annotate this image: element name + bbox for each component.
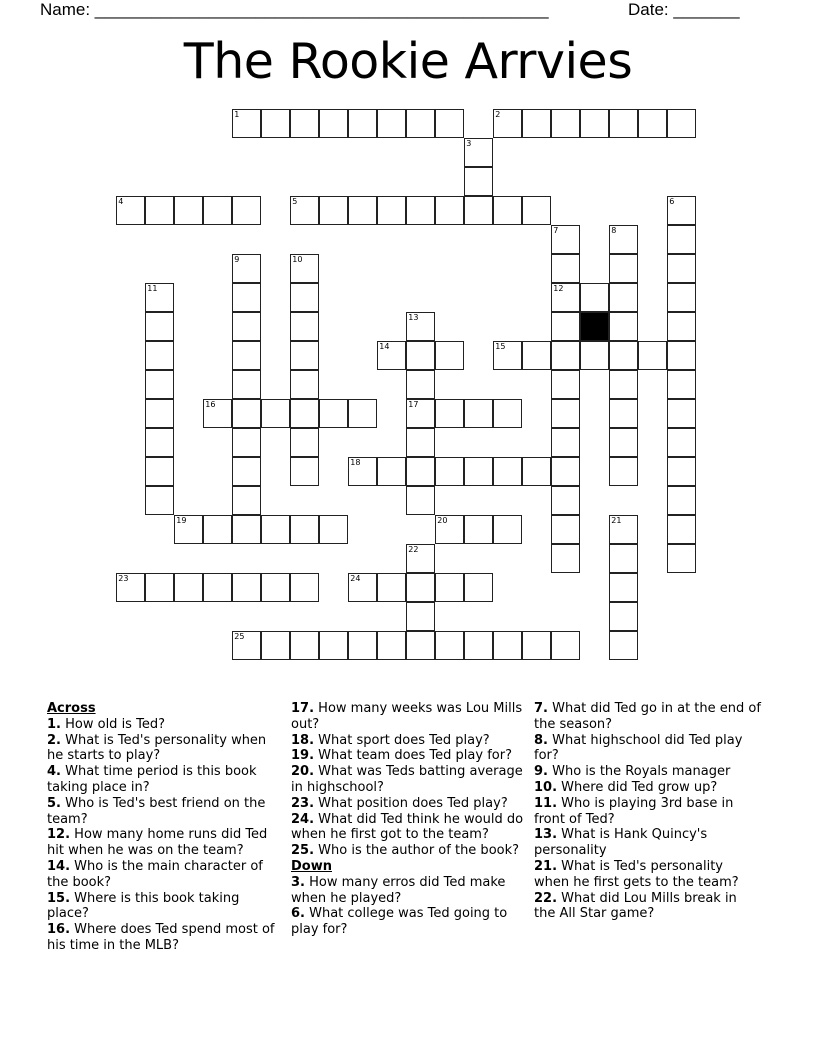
clue-item-text: What sport does Ted play? bbox=[318, 732, 490, 748]
clue-item-number: 10. bbox=[534, 779, 558, 795]
crossword-cell[interactable] bbox=[667, 399, 696, 428]
crossword-cell[interactable] bbox=[435, 457, 464, 486]
clue-item bbox=[534, 701, 762, 733]
crossword-cell[interactable] bbox=[638, 341, 667, 370]
crossword-cell[interactable] bbox=[609, 312, 638, 341]
crossword-cell[interactable] bbox=[319, 399, 348, 428]
clue-item-number: 6. bbox=[291, 906, 305, 922]
crossword-cell[interactable] bbox=[464, 515, 493, 544]
crossword-cell[interactable] bbox=[290, 573, 319, 602]
clue-item bbox=[534, 780, 762, 796]
crossword-cell[interactable] bbox=[377, 109, 406, 138]
crossword-cell[interactable] bbox=[609, 225, 638, 254]
crossword-cell[interactable] bbox=[406, 573, 435, 602]
crossword-cell[interactable] bbox=[232, 341, 261, 370]
crossword-cell[interactable] bbox=[319, 109, 348, 138]
crossword-cell[interactable] bbox=[406, 370, 435, 399]
crossword-cell[interactable] bbox=[493, 457, 522, 486]
clue-column-2 bbox=[291, 701, 529, 938]
crossword-cell[interactable] bbox=[435, 515, 464, 544]
crossword-cell[interactable] bbox=[261, 573, 290, 602]
crossword-cell[interactable] bbox=[464, 167, 493, 196]
page-title: The Rookie Arrvies bbox=[183, 33, 633, 90]
crossword-cell[interactable] bbox=[609, 515, 638, 544]
crossword-cell[interactable] bbox=[435, 399, 464, 428]
clue-item-text: Who is Ted's best friend on the team? bbox=[47, 795, 266, 827]
clue-number: 19 bbox=[176, 516, 187, 526]
clue-item-number: 20. bbox=[291, 764, 315, 780]
crossword-cell[interactable] bbox=[145, 196, 174, 225]
crossword-cell[interactable] bbox=[609, 428, 638, 457]
crossword-cell[interactable] bbox=[406, 341, 435, 370]
crossword-cell[interactable] bbox=[609, 283, 638, 312]
crossword-cell[interactable] bbox=[551, 254, 580, 283]
crossword-cell[interactable] bbox=[435, 341, 464, 370]
crossword-cell[interactable] bbox=[667, 486, 696, 515]
crossword-cell[interactable] bbox=[580, 109, 609, 138]
crossword-cell[interactable] bbox=[232, 631, 261, 660]
clue-number: 22 bbox=[408, 545, 419, 555]
clue-item-text: Who is the Royals manager bbox=[552, 764, 731, 780]
clue-number: 2 bbox=[495, 110, 501, 120]
crossword-cell[interactable] bbox=[406, 196, 435, 225]
clue-item-text: What is Hank Quincy's personality bbox=[534, 827, 708, 859]
crossword-cell[interactable] bbox=[377, 341, 406, 370]
clue-item-number: 21. bbox=[534, 858, 558, 874]
crossword-cell[interactable] bbox=[348, 399, 377, 428]
crossword-cell[interactable] bbox=[551, 109, 580, 138]
crossword-cell[interactable] bbox=[319, 515, 348, 544]
clue-number: 8 bbox=[611, 226, 617, 236]
crossword-cell[interactable] bbox=[667, 428, 696, 457]
crossword-cell[interactable] bbox=[203, 515, 232, 544]
clue-item-text: What highschool did Ted play for? bbox=[534, 732, 743, 764]
clue-item bbox=[291, 906, 529, 938]
down-heading: Down bbox=[291, 858, 332, 874]
crossword-cell[interactable] bbox=[667, 515, 696, 544]
clue-item-text: Where does Ted spend most of his time in the MLB? bbox=[47, 922, 275, 953]
crossword-cell[interactable] bbox=[174, 573, 203, 602]
crossword-cell[interactable] bbox=[232, 486, 261, 515]
clue-item-text: What is Ted's personality when he first gets to the team? bbox=[534, 858, 739, 890]
clue-item-text: Who is the main character of the book? bbox=[47, 858, 263, 890]
crossword-cell[interactable] bbox=[145, 370, 174, 399]
clue-item bbox=[47, 764, 279, 796]
clue-item bbox=[534, 733, 762, 765]
crossword-cell[interactable] bbox=[232, 109, 261, 138]
clue-item-number: 13. bbox=[534, 827, 558, 843]
clue-item-text: How many erros did Ted make when he played? bbox=[291, 874, 506, 906]
clue-item bbox=[291, 748, 529, 764]
crossword-cell[interactable] bbox=[232, 196, 261, 225]
crossword-cell[interactable] bbox=[464, 631, 493, 660]
clue-item-number: 9. bbox=[534, 764, 548, 780]
crossword-cell[interactable] bbox=[551, 370, 580, 399]
crossword-cell[interactable] bbox=[551, 428, 580, 457]
crossword-cell[interactable] bbox=[145, 573, 174, 602]
crossword-cell[interactable] bbox=[174, 515, 203, 544]
crossword-cell[interactable] bbox=[667, 196, 696, 225]
clue-item bbox=[47, 891, 279, 923]
crossword-cell[interactable] bbox=[580, 283, 609, 312]
crossword-cell[interactable] bbox=[145, 283, 174, 312]
crossword-cell[interactable] bbox=[232, 254, 261, 283]
crossword-cell[interactable] bbox=[493, 399, 522, 428]
clue-item bbox=[47, 796, 279, 828]
crossword-cell[interactable] bbox=[551, 312, 580, 341]
clue-item bbox=[291, 796, 529, 812]
crossword-cell[interactable] bbox=[435, 573, 464, 602]
crossword-cell[interactable] bbox=[609, 254, 638, 283]
clue-item-text: How old is Ted? bbox=[65, 716, 165, 732]
crossword-cell[interactable] bbox=[348, 631, 377, 660]
crossword-cell[interactable] bbox=[551, 457, 580, 486]
crossword-cell[interactable] bbox=[551, 515, 580, 544]
clue-number: 9 bbox=[234, 255, 240, 265]
crossword-cell[interactable] bbox=[551, 544, 580, 573]
clue-item-number: 12. bbox=[47, 827, 71, 843]
clue-number: 13 bbox=[408, 313, 419, 323]
clue-number: 20 bbox=[437, 516, 448, 526]
clue-item-number: 23. bbox=[291, 795, 315, 811]
crossword-cell[interactable] bbox=[406, 631, 435, 660]
crossword-cell[interactable] bbox=[522, 341, 551, 370]
crossword-cell[interactable] bbox=[551, 486, 580, 515]
clue-item bbox=[534, 859, 762, 891]
clue-number: 21 bbox=[611, 516, 622, 526]
crossword-cell[interactable] bbox=[290, 254, 319, 283]
clue-item bbox=[291, 843, 529, 859]
clue-item-text: What was Teds batting average in highschool? bbox=[291, 764, 523, 795]
crossword-cell[interactable] bbox=[435, 109, 464, 138]
crossword-cell[interactable] bbox=[667, 544, 696, 573]
crossword-cell[interactable] bbox=[580, 341, 609, 370]
crossword-cell[interactable] bbox=[667, 370, 696, 399]
clue-item bbox=[47, 827, 279, 859]
clue-item-number: 15. bbox=[47, 890, 71, 906]
crossword-cell[interactable] bbox=[203, 399, 232, 428]
crossword-cell[interactable] bbox=[145, 486, 174, 515]
clue-item-text: Who is playing 3rd base in front of Ted? bbox=[534, 795, 734, 827]
crossword-cell[interactable] bbox=[377, 196, 406, 225]
crossword-cell[interactable] bbox=[406, 428, 435, 457]
clue-number: 6 bbox=[669, 197, 675, 207]
clue-item-text: How many home runs did Ted hit when he was on the team? bbox=[47, 827, 268, 859]
clue-item-number: 8. bbox=[534, 732, 548, 748]
clue-item bbox=[534, 796, 762, 828]
crossword-cell[interactable] bbox=[667, 254, 696, 283]
crossword-cell[interactable] bbox=[551, 631, 580, 660]
across-heading: Across bbox=[47, 701, 96, 716]
crossword-cell[interactable] bbox=[551, 225, 580, 254]
crossword-cell[interactable] bbox=[667, 312, 696, 341]
crossword-cell[interactable] bbox=[609, 341, 638, 370]
clue-item-number: 3. bbox=[291, 874, 305, 890]
clue-item-number: 25. bbox=[291, 843, 315, 859]
black-cell bbox=[580, 312, 609, 341]
clue-item bbox=[47, 717, 279, 733]
clue-item-number: 17. bbox=[291, 701, 315, 716]
clue-number: 25 bbox=[234, 632, 245, 642]
clue-column-1 bbox=[47, 701, 279, 954]
crossword-cell[interactable] bbox=[493, 515, 522, 544]
crossword-cell[interactable] bbox=[232, 428, 261, 457]
crossword-cell[interactable] bbox=[290, 370, 319, 399]
crossword-cell[interactable] bbox=[667, 341, 696, 370]
clue-number: 10 bbox=[292, 255, 303, 265]
clue-item-text: What did Ted think he would do when he first got to the team? bbox=[291, 811, 524, 843]
crossword-cell[interactable] bbox=[261, 631, 290, 660]
crossword-cell[interactable] bbox=[522, 196, 551, 225]
crossword-cell[interactable] bbox=[145, 399, 174, 428]
crossword-cell[interactable] bbox=[261, 399, 290, 428]
crossword-cell[interactable] bbox=[261, 515, 290, 544]
clue-item-number: 19. bbox=[291, 748, 315, 764]
crossword-cell[interactable] bbox=[435, 631, 464, 660]
clue-item-number: 2. bbox=[47, 732, 61, 748]
clue-item-text: Where is this book taking place? bbox=[47, 890, 240, 922]
clue-item bbox=[291, 812, 529, 844]
crossword-cell[interactable] bbox=[667, 225, 696, 254]
crossword-cell[interactable] bbox=[290, 283, 319, 312]
crossword-cell[interactable] bbox=[435, 196, 464, 225]
crossword-cell[interactable] bbox=[174, 196, 203, 225]
crossword-cell[interactable] bbox=[145, 312, 174, 341]
clue-item bbox=[291, 764, 529, 796]
clue-item-number: 7. bbox=[534, 701, 548, 716]
crossword-cell[interactable] bbox=[145, 428, 174, 457]
clue-number: 14 bbox=[379, 342, 390, 352]
clue-number: 7 bbox=[553, 226, 559, 236]
clue-item bbox=[47, 733, 279, 765]
clue-item-text: How many weeks was Lou Mills out? bbox=[291, 701, 523, 732]
clue-number: 23 bbox=[118, 574, 129, 584]
crossword-cell[interactable] bbox=[348, 457, 377, 486]
crossword-cell[interactable] bbox=[493, 631, 522, 660]
clue-item bbox=[291, 701, 529, 733]
clue-item bbox=[47, 859, 279, 891]
crossword-cell[interactable] bbox=[406, 457, 435, 486]
crossword-cell[interactable] bbox=[145, 457, 174, 486]
clue-item-text: What college was Ted going to play for? bbox=[291, 906, 508, 938]
crossword-cell[interactable] bbox=[232, 457, 261, 486]
clue-item-text: What did Lou Mills break in the All Star game? bbox=[534, 890, 737, 922]
crossword-cell[interactable] bbox=[522, 457, 551, 486]
crossword-cell[interactable] bbox=[667, 457, 696, 486]
crossword-cell[interactable] bbox=[290, 341, 319, 370]
crossword-cell[interactable] bbox=[290, 515, 319, 544]
crossword-cell[interactable] bbox=[609, 544, 638, 573]
clue-item-number: 22. bbox=[534, 890, 558, 906]
crossword-cell[interactable] bbox=[290, 312, 319, 341]
crossword-cell[interactable] bbox=[290, 428, 319, 457]
clue-number: 11 bbox=[147, 284, 158, 294]
crossword-cell[interactable] bbox=[377, 457, 406, 486]
name-field[interactable]: Name: ________________________________________________ bbox=[40, 0, 549, 19]
clue-item-text: What position does Ted play? bbox=[318, 795, 508, 811]
crossword-cell[interactable] bbox=[464, 138, 493, 167]
clue-item-number: 11. bbox=[534, 795, 558, 811]
crossword-cell[interactable] bbox=[609, 457, 638, 486]
crossword-cell[interactable] bbox=[290, 399, 319, 428]
crossword-cell[interactable] bbox=[377, 573, 406, 602]
crossword-cell[interactable] bbox=[522, 631, 551, 660]
crossword-cell[interactable] bbox=[377, 631, 406, 660]
crossword-cell[interactable] bbox=[406, 109, 435, 138]
clue-number: 18 bbox=[350, 458, 361, 468]
crossword-cell[interactable] bbox=[290, 109, 319, 138]
clue-item bbox=[534, 764, 762, 780]
crossword-cell[interactable] bbox=[609, 631, 638, 660]
crossword-cell[interactable] bbox=[232, 573, 261, 602]
crossword-cell[interactable] bbox=[551, 283, 580, 312]
clue-number: 4 bbox=[118, 197, 124, 207]
clue-number: 5 bbox=[292, 197, 298, 207]
clue-item-number: 24. bbox=[291, 811, 315, 827]
clue-item-text: Who is the author of the book? bbox=[318, 843, 520, 859]
crossword-cell[interactable] bbox=[464, 196, 493, 225]
crossword-cell[interactable] bbox=[232, 283, 261, 312]
clue-column-3 bbox=[534, 701, 762, 922]
crossword-cell[interactable] bbox=[348, 109, 377, 138]
crossword-cell[interactable] bbox=[667, 283, 696, 312]
clue-item-number: 16. bbox=[47, 922, 71, 938]
crossword-cell[interactable] bbox=[116, 196, 145, 225]
clue-item-text: What team does Ted play for? bbox=[318, 748, 512, 764]
clue-item-text: What did Ted go in at the end of the season? bbox=[534, 701, 761, 732]
crossword-cell[interactable] bbox=[290, 196, 319, 225]
crossword-cell[interactable] bbox=[493, 109, 522, 138]
clue-item bbox=[291, 875, 529, 907]
clue-number: 24 bbox=[350, 574, 361, 584]
crossword-cell[interactable] bbox=[522, 109, 551, 138]
crossword-cell[interactable] bbox=[493, 341, 522, 370]
clue-item-number: 18. bbox=[291, 732, 315, 748]
crossword-cell[interactable] bbox=[348, 196, 377, 225]
crossword-cell[interactable] bbox=[145, 341, 174, 370]
crossword-cell[interactable] bbox=[203, 573, 232, 602]
crossword-cell[interactable] bbox=[493, 196, 522, 225]
clue-number: 12 bbox=[553, 284, 564, 294]
crossword-cell[interactable] bbox=[348, 573, 377, 602]
crossword-cell[interactable] bbox=[406, 486, 435, 515]
clue-number: 15 bbox=[495, 342, 506, 352]
crossword-cell[interactable] bbox=[609, 399, 638, 428]
crossword-cell[interactable] bbox=[290, 457, 319, 486]
clue-item-number: 5. bbox=[47, 795, 61, 811]
clue-number: 3 bbox=[466, 139, 472, 149]
clue-item bbox=[534, 827, 762, 859]
crossword-cell[interactable] bbox=[232, 515, 261, 544]
crossword-cell[interactable] bbox=[319, 196, 348, 225]
clue-item-number: 4. bbox=[47, 764, 61, 780]
crossword-cell[interactable] bbox=[406, 544, 435, 573]
crossword-cell[interactable] bbox=[609, 573, 638, 602]
clue-item-number: 1. bbox=[47, 716, 61, 732]
crossword-cell[interactable] bbox=[406, 602, 435, 631]
clue-item-text: Where did Ted grow up? bbox=[561, 779, 718, 795]
crossword-cell[interactable] bbox=[638, 109, 667, 138]
crossword-cell[interactable] bbox=[609, 602, 638, 631]
crossword-cell[interactable] bbox=[551, 341, 580, 370]
clue-item-text: What time period is this book taking place in? bbox=[47, 764, 257, 795]
crossword-cell[interactable] bbox=[464, 457, 493, 486]
date-field[interactable]: Date: _______ bbox=[628, 0, 740, 19]
crossword-cell[interactable] bbox=[232, 399, 261, 428]
clue-item-number: 14. bbox=[47, 858, 71, 874]
crossword-cell[interactable] bbox=[116, 573, 145, 602]
crossword-cell[interactable] bbox=[609, 370, 638, 399]
crossword-cell[interactable] bbox=[667, 109, 696, 138]
crossword-cell[interactable] bbox=[232, 312, 261, 341]
clue-item bbox=[534, 891, 762, 923]
crossword-cell[interactable] bbox=[464, 399, 493, 428]
clue-item bbox=[291, 733, 529, 749]
crossword-cell[interactable] bbox=[319, 631, 348, 660]
crossword-cell[interactable] bbox=[464, 573, 493, 602]
crossword-cell[interactable] bbox=[203, 196, 232, 225]
crossword-cell[interactable] bbox=[261, 109, 290, 138]
clue-number: 1 bbox=[234, 110, 240, 120]
clue-number: 16 bbox=[205, 400, 216, 410]
crossword-cell[interactable] bbox=[551, 399, 580, 428]
clue-number: 17 bbox=[408, 400, 419, 410]
crossword-cell[interactable] bbox=[406, 399, 435, 428]
crossword-cell[interactable] bbox=[232, 370, 261, 399]
crossword-cell[interactable] bbox=[290, 631, 319, 660]
crossword-cell[interactable] bbox=[406, 312, 435, 341]
clue-item-text: What is Ted's personality when he starts to play? bbox=[47, 732, 267, 764]
clue-item bbox=[47, 922, 279, 954]
crossword-cell[interactable] bbox=[609, 109, 638, 138]
